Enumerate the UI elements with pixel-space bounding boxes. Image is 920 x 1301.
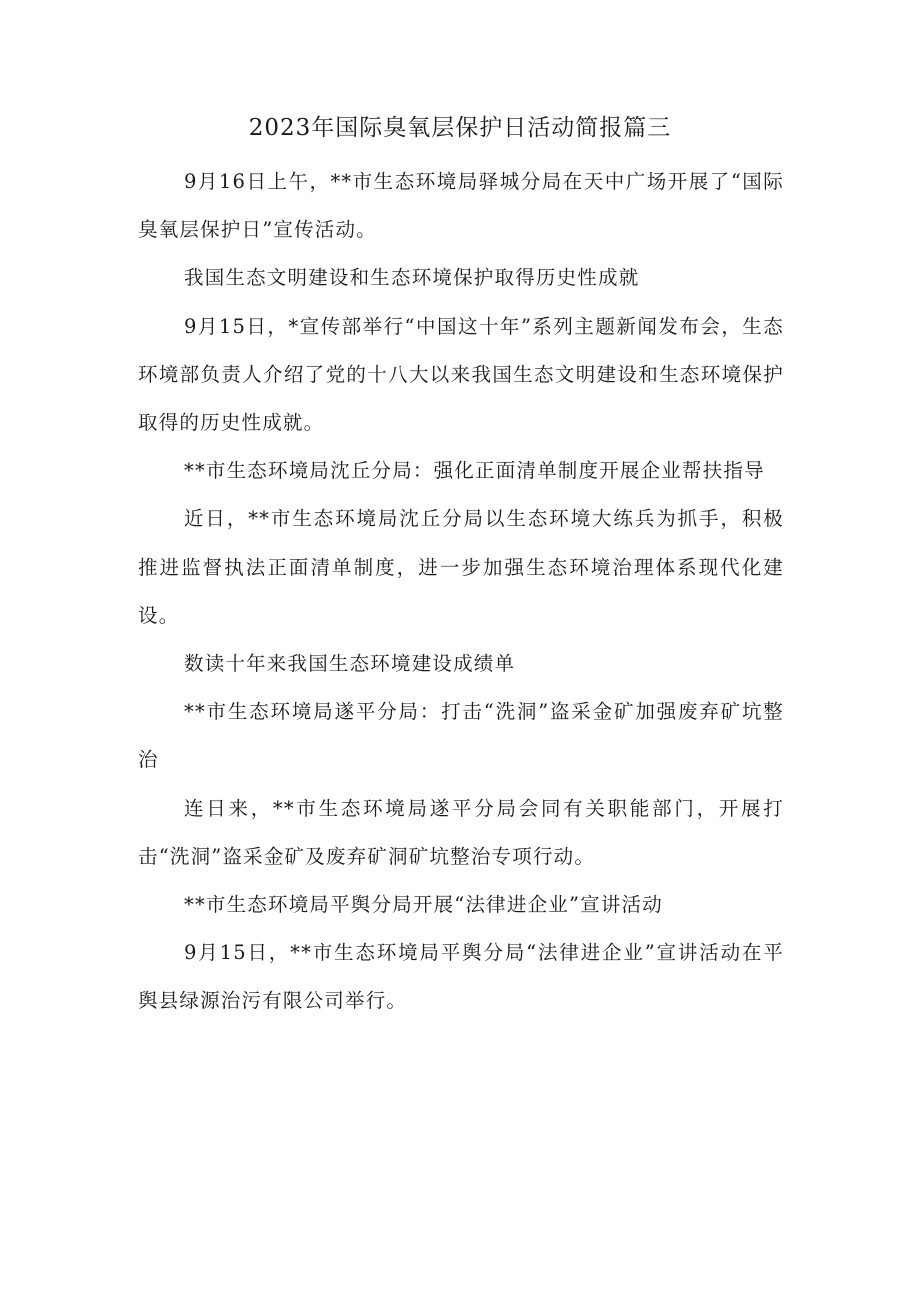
paragraph: 连日来，**市生态环境局遂平分局会同有关职能部门，开展打击“洗洞”盗采金矿及废弃矿洞矿坑整治专项行动。: [138, 796, 784, 868]
paragraph-heading: 我国生态文明建设和生态环境保护取得历史性成就: [184, 266, 640, 290]
paragraph: 9月15日，*宣传部举行“中国这十年”系列主题新闻发布会，生态环境部负责人介绍了党的十八大以来我国生态文明建设和生态环境保护取得的历史性成就。: [138, 314, 784, 435]
paragraph-heading: **市生态环境局遂平分局：打击“洗洞”盗采金矿加强废弃矿坑整治: [138, 700, 784, 772]
document-title: 2023年国际臭氧层保护日活动简报篇三: [248, 115, 672, 141]
paragraph: 近日，**市生态环境局沈丘分局以生态环境大练兵为抓手，积极推进监督执法正面清单制度，进一步加强生态环境治理体系现代化建设。: [138, 507, 784, 627]
paragraph-heading: **市生态环境局沈丘分局：强化正面清单制度开展企业帮扶指导: [184, 459, 765, 483]
document-body: [138, 158, 784, 1026]
paragraph: 9月15日，**市生态环境局平舆分局“法律进企业”宣讲活动在平舆县绿源治污有限公司举行。: [138, 941, 784, 1013]
paragraph-heading: **市生态环境局平舆分局开展“法律进企业”宣讲活动: [184, 893, 663, 917]
paragraph-heading: 数读十年来我国生态环境建设成绩单: [184, 652, 516, 676]
paragraph: 9月16日上午，**市生态环境局驿城分局在天中广场开展了“国际臭氧层保护日”宣传活动。: [138, 170, 784, 242]
